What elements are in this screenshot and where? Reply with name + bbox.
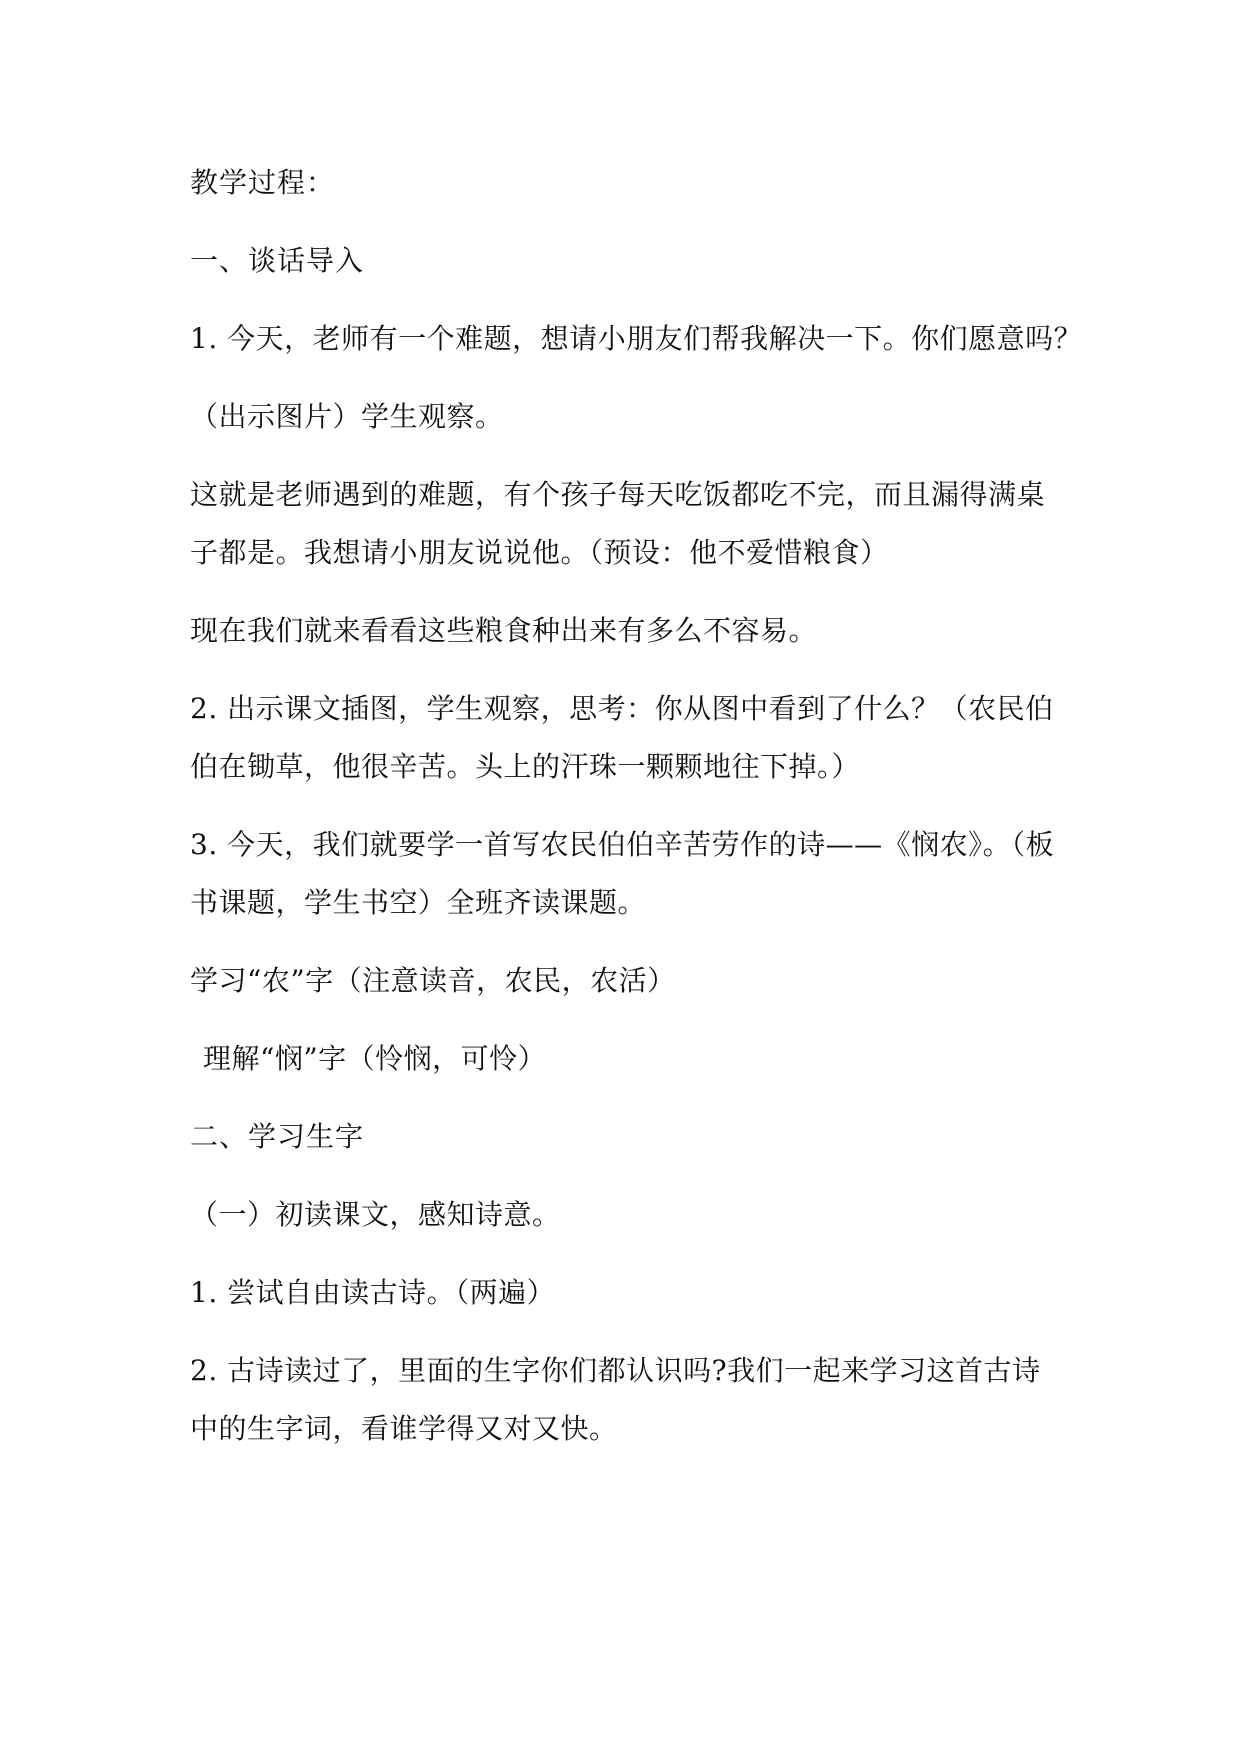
section-title-teaching-process: 教学过程： — [190, 166, 336, 199]
paragraph-line: 伯在锄草，他很辛苦。头上的汗珠一颗颗地往下掉。） — [190, 750, 861, 783]
section-heading-intro: 一、谈话导入 — [190, 244, 365, 277]
paragraph-line: （出示图片）学生观察。 — [190, 400, 504, 433]
paragraph-line: 这就是老师遇到的难题，有个孩子每天吃饭都吃不完，而且漏得满桌 — [190, 478, 1046, 511]
paragraph-line: 中的生字词，看谁学得又对又快。 — [190, 1412, 618, 1445]
paragraph-line: 3. 今天，我们就要学一首写农民伯伯辛苦劳作的诗——《悯农》。（板 — [190, 828, 1055, 861]
paragraph-line: 2. 出示课文插图，学生观察，思考：你从图中看到了什么？（农民伯 — [190, 692, 1054, 725]
paragraph-line: 学习“农”字（注意读音，农民，农活） — [190, 964, 676, 997]
paragraph-line: 2. 古诗读过了，里面的生字你们都认识吗?我们一起来学习这首古诗 — [190, 1354, 1041, 1387]
paragraph-line: 1. 尝试自由读古诗。（两遍） — [190, 1276, 556, 1309]
subsection-heading: （一）初读课文，感知诗意。 — [190, 1198, 561, 1231]
section-heading-learn-characters: 二、学习生字 — [190, 1120, 365, 1153]
paragraph-line: 理解“悯”字（怜悯，可怜） — [203, 1042, 547, 1075]
paragraph-line: 现在我们就来看看这些粮食种出来有多么不容易。 — [190, 614, 818, 647]
paragraph-line: 子都是。我想请小朋友说说他。（预设：他不爱惜粮食） — [190, 536, 889, 569]
paragraph-line: 书课题，学生书空）全班齐读课题。 — [190, 886, 647, 919]
paragraph-line: 1. 今天，老师有一个难题，想请小朋友们帮我解决一下。你们愿意吗？ — [190, 322, 1083, 355]
